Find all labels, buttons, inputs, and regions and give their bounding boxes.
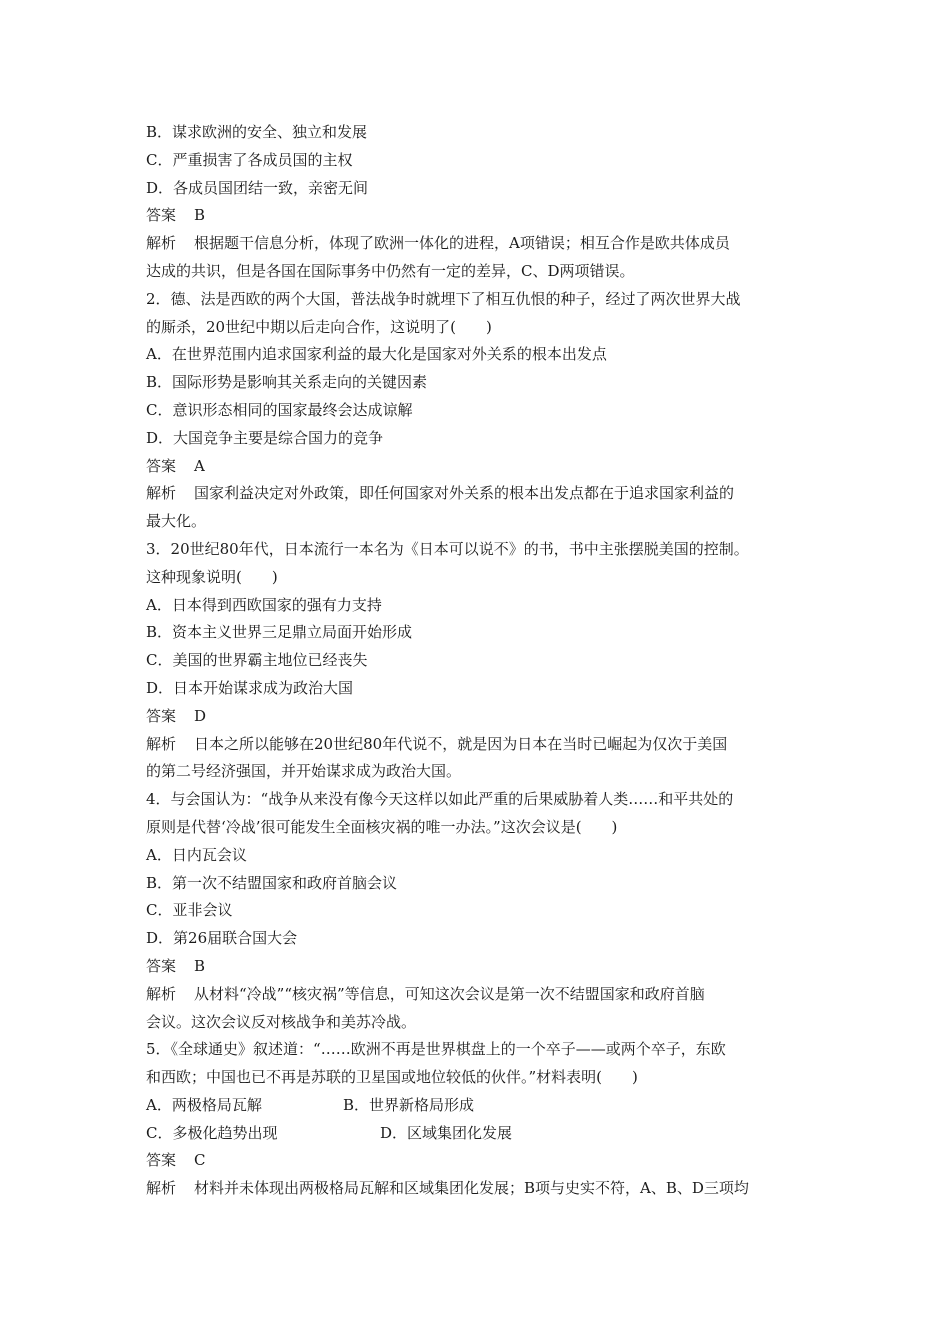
q2-option-c: C．意识形态相同的国家最终会达成谅解 [146, 400, 413, 419]
q2-answer [146, 453, 814, 481]
q1-answer [146, 202, 814, 230]
answer-label: 答案 [146, 206, 177, 225]
answer-label: 答案 [146, 1151, 177, 1170]
q2-option-a: A．在世界范围内追求国家利益的最大化是国家对外关系的根本出发点 [146, 345, 607, 364]
answer-value: B [194, 956, 206, 975]
answer-value: B [194, 206, 206, 225]
q5-stem-line-1: 5．《全球通史》叙述道：“……欧洲不再是世界棋盘上的一个卒子——或两个卒子，东欧 [146, 1040, 726, 1059]
analysis-label: 解析 [146, 234, 177, 253]
q2-analysis-line-1 [146, 480, 814, 508]
analysis-text: 国家利益决定对外政策，即任何国家对外关系的根本出发点都在于追求国家利益的 [194, 484, 735, 503]
q3-option-b: B．资本主义世界三足鼎立局面开始形成 [146, 623, 413, 642]
q4-analysis-line-2: 会议。这次会议反对核战争和美苏冷战。 [146, 1012, 417, 1031]
q5-answer [146, 1147, 814, 1175]
analysis-text: 根据题干信息分析，体现了欧洲一体化的进程，A项错误；相互合作是欧共体成员 [194, 234, 730, 253]
analysis-text: 材料并未体现出两极格局瓦解和区域集团化发展；B项与史实不符，A、B、D三项均 [194, 1179, 749, 1198]
q4-option-b: B．第一次不结盟国家和政府首脑会议 [146, 873, 398, 892]
q5-option-b: B．世界新格局形成 [343, 1095, 475, 1114]
answer-value: C [194, 1151, 206, 1170]
q4-analysis-line-1 [146, 981, 814, 1009]
q1-option-c: C．严重损害了各成员国的主权 [146, 150, 353, 169]
q3-option-a: A．日本得到西欧国家的强有力支持 [146, 595, 382, 614]
q4-answer [146, 953, 814, 981]
q4-option-d: D．第26届联合国大会 [146, 929, 298, 948]
q3-answer [146, 703, 814, 731]
answer-value: D [194, 706, 207, 725]
q5-option-c: C．多极化趋势出现 [146, 1123, 278, 1142]
q5-options-row-2 [146, 1120, 814, 1148]
q2-stem-line-1: 2．德、法是西欧的两个大国，普法战争时就埋下了相互仇恨的种子，经过了两次世界大战 [146, 289, 741, 308]
q3-stem-line-2: 这种现象说明( ) [146, 567, 278, 586]
q2-option-d: D．大国竞争主要是综合国力的竞争 [146, 428, 384, 447]
document-body [146, 119, 814, 1203]
q1-option-d: D．各成员国团结一致，亲密无间 [146, 178, 369, 197]
q5-options-row-1 [146, 1092, 814, 1120]
analysis-label: 解析 [146, 734, 177, 753]
answer-label: 答案 [146, 956, 177, 975]
q2-analysis-line-2: 最大化。 [146, 512, 207, 531]
q1-option-b: B．谋求欧洲的安全、独立和发展 [146, 123, 368, 141]
q5-stem-line-2: 和西欧；中国也已不再是苏联的卫星国或地位较低的伙伴。”材料表明( ) [146, 1068, 638, 1087]
analysis-text: 日本之所以能够在20世纪80年代说不，就是因为日本在当时已崛起为仅次于美国 [194, 734, 728, 753]
q5-option-a: A．两极格局瓦解 [146, 1095, 262, 1114]
answer-label: 答案 [146, 456, 177, 475]
q3-analysis-line-2: 的第二号经济强国，并开始谋求成为政治大国。 [146, 762, 462, 781]
q3-option-c: C．美国的世界霸主地位已经丧失 [146, 651, 368, 670]
q3-stem-line-1: 3．20世纪80年代，日本流行一本名为《日本可以说不》的书，书中主张摆脱美国的控制。 [146, 539, 749, 558]
analysis-label: 解析 [146, 484, 177, 503]
q4-stem-line-1: 4．与会国认为：“战争从来没有像今天这样以如此严重的后果威胁着人类……和平共处的 [146, 790, 734, 809]
analysis-label: 解析 [146, 984, 177, 1003]
q2-stem-line-2: 的厮杀，20世纪中期以后走向合作，这说明了( ) [146, 317, 492, 336]
q3-analysis-line-1 [146, 731, 814, 759]
q2-option-b: B．国际形势是影响其关系走向的关键因素 [146, 373, 428, 392]
analysis-text: 从材料“冷战”“核灾祸”等信息，可知这次会议是第一次不结盟国家和政府首脑 [194, 984, 705, 1003]
q1-analysis-line-1 [146, 230, 814, 258]
q1-analysis-line-2: 达成的共识，但是各国在国际事务中仍然有一定的差异，C、D两项错误。 [146, 261, 635, 280]
answer-label: 答案 [146, 706, 177, 725]
analysis-label: 解析 [146, 1179, 177, 1198]
q4-option-c: C．亚非会议 [146, 901, 233, 920]
q3-option-d: D．日本开始谋求成为政治大国 [146, 678, 354, 697]
q5-analysis-line-1 [146, 1175, 814, 1203]
q4-option-a: A．日内瓦会议 [146, 845, 247, 864]
q5-option-d: D．区域集团化发展 [380, 1123, 513, 1142]
q4-stem-line-2: 原则是代替‘冷战’很可能发生全面核灾祸的唯一办法。”这次会议是( ) [146, 817, 618, 836]
answer-value: A [194, 456, 205, 475]
